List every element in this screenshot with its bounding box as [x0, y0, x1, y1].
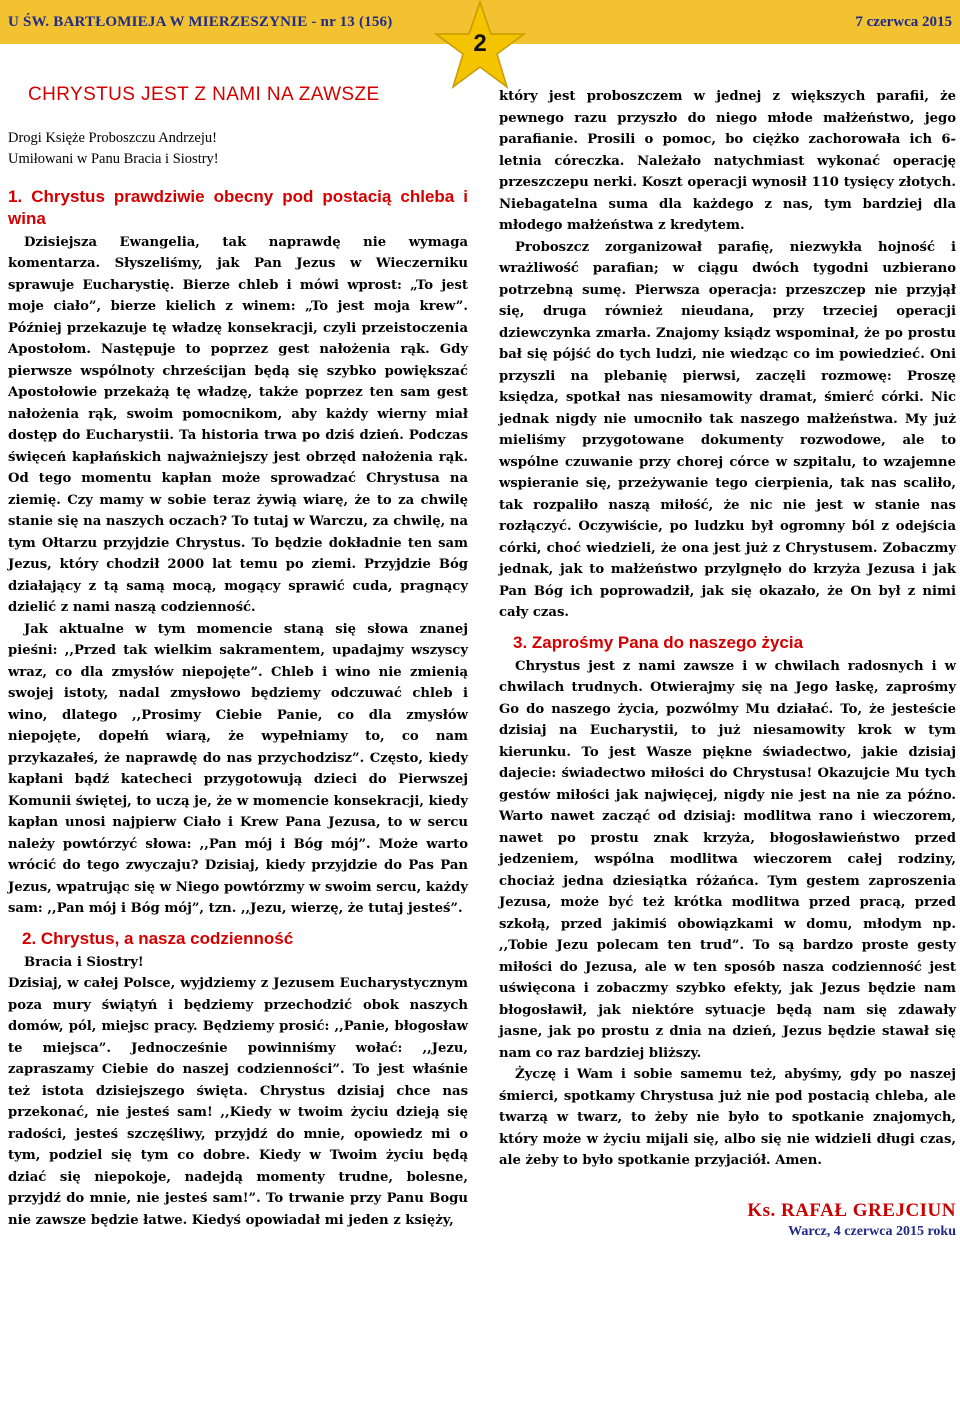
- greeting-line-1: Drogi Księże Proboszczu Andrzeju!: [8, 129, 217, 146]
- article-title: CHRYSTUS JEST Z NAMI NA ZAWSZE: [28, 84, 380, 105]
- story-paragraph-2: Proboszcz zorganizował parafię, niezwykła hojność i wrażliwość parafian; w ciągu dwóch tygodni uzbierano potrzebną sumę. Pierwsza operacja: przeszczep nie przyjął się, druga również nieudana, przy trzeciej operacji dziewczynka zmarła. Znajomy ksiądz wspominał, że po prostu bał się pójść do tych ludzi, nie wiedząc co im powiedzieć. Oni przyszli na plebanię pierwsi, zaczęli rozmowę: Proszę księdza, spotkał nas niesamowity dramat, śmierć córki. Nic jednak nigdy nie umocniło tak naszego małżeństwa. My już mieliśmy przygotowane dokumenty rozwodowe, ale to wspólne czuwanie przy chorej córce w szpitalu, to wzajemne wspieranie się, przeżywanie tego cierpienia, tak nas scaliło, tak rozpaliło naszą miłość, że nic nie jest w stanie nas rozłączyć. Oczywiście, po ludzku był ogromny ból z odejścia córki, choć wiedzieli, że ona jest już z Chrystusem. Zobaczmy jednak, jak to małżeństwo przylgnęło do krzyża Jezusa i jak Pan Bóg ich poprowadził, jak się okazało, że On był z nimi cały czas.: [499, 239, 956, 620]
- right-column: [499, 86, 956, 1243]
- page-number: 2: [473, 30, 487, 57]
- header-date: 7 czerwca 2015: [855, 14, 952, 30]
- story-paragraph-1: który jest proboszczem w jednej z większych parafii, że pewnego razu przyszło do niego młode małżeństwo, jego parafianie. Prosili o pomoc, bo ciężko zachorowała ich 6-letnia córeczka. Należało natychmiast wykonać operację przeszczepu nerki. Koszt operacji wynosił 110 tysięcy złotych. Niebagatelna suma dla każdego z nas, tym bardziej dla młodego małżeństwa z kredytem.: [499, 89, 956, 233]
- section-2-greeting: Bracia i Siostry!: [24, 954, 144, 970]
- section-2-paragraph-1: Dzisiaj, w całej Polsce, wyjdziemy z Jezusem Eucharystycznym poza mury świątyń i będziemy przechodzić obok naszych domów, pól, miejsc pracy. Będziemy prosić: ,,Panie, błogosław te miejsca”. Jednocześnie powinniśmy wołać: ,,Jezu, zapraszamy Ciebie do naszej codzienności”. To jest właśnie też istota dzisiejszego święta. Chrystus dzisiaj chce nas przekonać, nie jesteś sam! ,,Kiedy w twoim życiu dzieją się radości, jesteś szczęśliwy, przyjdź do mnie, opowiedz mi o tym, podziel się tym co dobre. Kiedy w Twoim życiu będą dziać się niepokoje, nadejdą momenty trudne, bolesne, przyjdź do mnie, nie jesteś sam!”. To trwanie przy Panu Bogu nie zawsze będzie łatwe. Kiedyś opowiadał mi jeden z księży,: [8, 976, 468, 1228]
- left-column: [8, 80, 468, 1231]
- section-1-paragraph-1: Dzisiejsza Ewangelia, tak naprawdę nie wymaga komentarza. Słyszeliśmy, jak Pan Jezus w Wieczerniku sprawuje Eucharystię. Bierze chleb i mówi wprost: „To jest moje ciało”, bierze kielich z winem: „To jest moja krew”. Później przekazuje tę władzę konsekracji, czyli przeistoczenia Apostołom. Następuje to poprzez gest nałożenia rąk. Gdy pierwsze wspólnoty chrześcijan będą się szybko powiększać Apostołowie przekażą tę władzę, także poprzez ten sam gest nałożenia rąk, swoim pomocnikom, aby każdy wierny miał dostęp do Eucharystii. Ta historia trwa po dziś dzień. Podczas święceń kapłańskich najważniejszy jest obrzęd nałożenia rąk. Od tego momentu kapłan może sprowadzać Chrystusa na ziemię. Czy mamy w sobie teraz żywią wiarę, że to za chwilę stanie się na naszych oczach? To tutaj w Warczu, za chwilę, na tym Ołtarzu przyjdzie Chrystus. To będzie dokładnie ten sam Jezus, który chodził 2000 lat temu po ziemi. Przyjdzie Bóg działający z tą samą mocą, mogący sprawić cuda, pragnący dzielić z nami naszą codzienność.: [8, 234, 468, 615]
- section-3-paragraph-1: Chrystus jest z nami zawsze i w chwilach radosnych i w chwilach trudnych. Otwierajmy się na Jego łaskę, zaprośmy Go do naszego życia, pozwólmy Mu działać. To, że jesteście dzisiaj na Eucharystii, to już niesamowity krok w tym kierunku. To jest Wasze piękne świadectwo, jakie dzisiaj dajecie: świadectwo miłości do Chrystusa! Okazujcie Mu tych gestów miłości jak najwięcej, nigdy nie jest na nie za późno. Warto nawet zacząć od dzisiaj: modlitwa rano i wieczorem, nawet po prostu znak krzyża, błogosławieństwo przed jedzeniem, wspólna modlitwa wieczorem całej rodziny, chociaż jedna dziesiątka różańca. Tym gestem zaproszenia Jezusa, może być też krótka modlitwa przed pracą, przed szkołą, przed jakimiś obowiązkami w domu, młodym np. ,,Tobie Jezu polecam ten trud”. To są bardzo proste gesty miłości do Jezusa, ale w ten sposób nasza codzienność jest uświęcona i zobaczmy szybko efekty, jak Jezus będzie nam błogosławił, jak niektóre sytuacje będą nam się zdawały jasne, jak po prostu z dnia na dzień, Jezus będzie stawał się nam co raz bardziej bliższy.: [499, 658, 956, 1061]
- section-2-heading: 2. Chrystus, a nasza codzienność: [22, 928, 294, 948]
- section-1-heading: 1. Chrystus prawdziwie obecny pod postacią chleba i wina: [8, 186, 468, 228]
- header-issue-title: U ŚW. BARTŁOMIEJA W MIERZESZYNIE - nr 13 (156): [8, 14, 393, 30]
- greeting-line-2: Umiłowani w Panu Bracia i Siostry!: [8, 150, 219, 167]
- signature-date: Warcz, 4 czerwca 2015 roku: [788, 1224, 956, 1239]
- closing-paragraph: Życzę i Wam i sobie samemu też, abyśmy, gdy po naszej śmierci, spotkamy Chrystusa już nie pod postacią chleba, ale twarzą w twarz, to żeby nie było to spotkanie znajomych, który może w życiu mijali się, albo się nie widzieli długi czas, ale żeby to było spotkanie przyjaciół. Amen.: [499, 1067, 956, 1168]
- author-signature: Ks. RAFAŁ GREJCIUN: [747, 1199, 956, 1221]
- section-1-paragraph-2: Jak aktualne w tym momencie staną się słowa znanej pieśni: ,,Przed tak wielkim sakramentem, upadajmy wszyscy wraz, co dla zmysłów niepojęte”. Chleb i wino nie zmienią swojej istoty, nadal zmysłowo będziemy odczuwać chleb i wino, dlatego ,,Prosimy Ciebie Panie, co dla zmysłów niepojęte, dopełń wiarą, że wypełniamy to, co nam przykazałeś, że naprawdę do nas przychodzisz”. Często, kiedy kapłani bądź katecheci przygotowują dzieci do Pierwszej Komunii świętej, to uczą je, że w momencie konsekracji, kiedy kapłan unosi najpierw Ciało i Krew Pana Jezusa, to w sercu należy powtórzyć słowa: ,,Pan mój i Bóg mój”. Może warto wrócić do tego zwyczaju? Dzisiaj, kiedy przyjdzie do Pas Pan Jezus, wpatrując się w Niego powtórzmy w swoim sercu, każdy sam: ,,Pan mój i Bóg mój”, tzn. ,,Jezu, wierzę, że tutaj jesteś”.: [8, 621, 468, 916]
- section-3-heading: 3. Zaprośmy Pana do naszego życia: [513, 632, 804, 652]
